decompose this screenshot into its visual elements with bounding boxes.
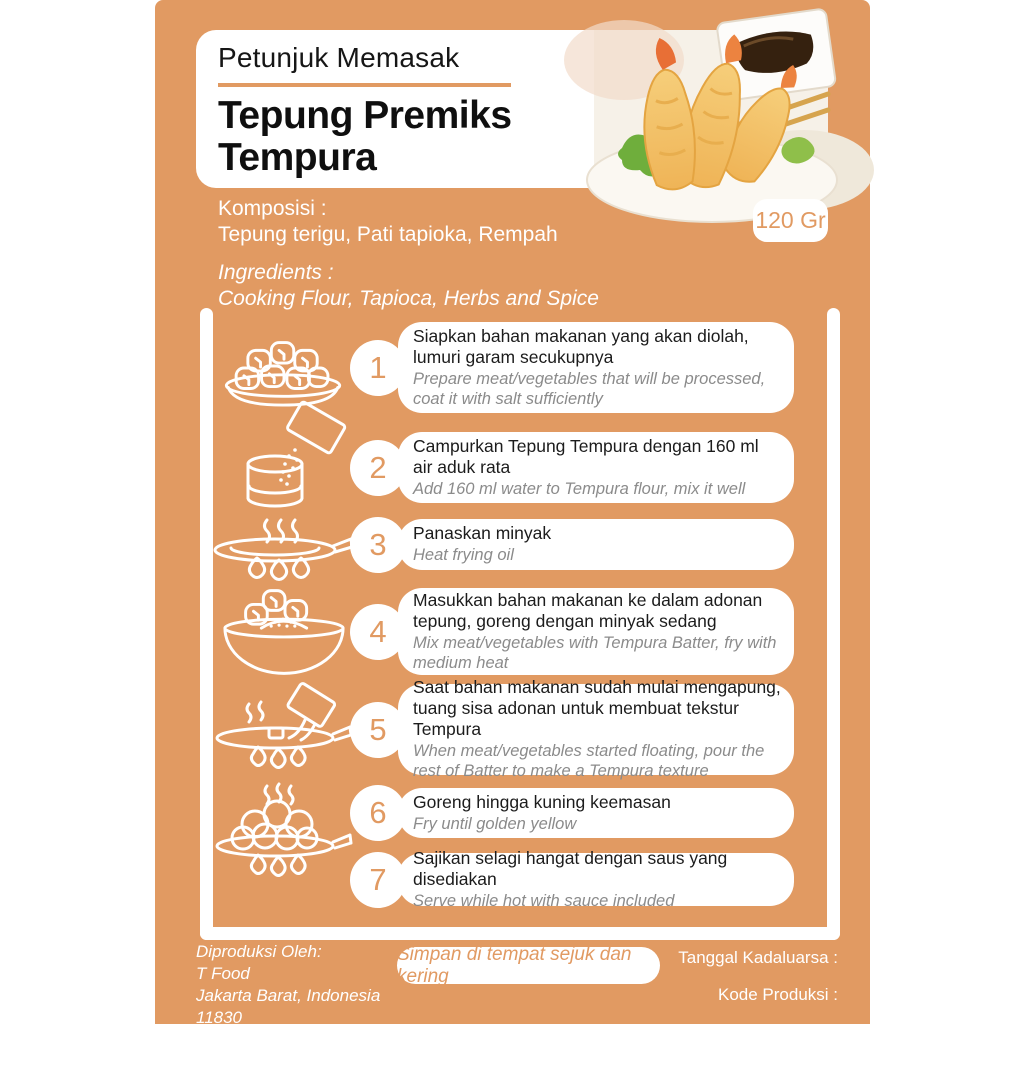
header-card <box>196 30 828 188</box>
producer-name: T Food <box>196 964 250 984</box>
expiry-date-label: Tanggal Kadaluarsa : <box>678 948 838 967</box>
step-1-box <box>369 322 794 413</box>
frame-right-bar <box>827 308 840 940</box>
heading-underline <box>218 83 511 87</box>
step-2-box <box>369 432 794 503</box>
composition-label-id: Komposisi : <box>218 197 327 220</box>
step-number-circle <box>350 440 406 496</box>
step-number-circle <box>350 604 406 660</box>
step-text-indonesian: Goreng hingga kuning keemasan <box>413 791 671 812</box>
step-number-circle <box>350 852 406 908</box>
step-text-indonesian: Sajikan selagi hangat dengan saus yang disediakan <box>413 847 728 889</box>
step-4-box <box>369 588 794 675</box>
step-5-box <box>369 677 794 780</box>
step-number: 7 <box>369 861 387 897</box>
produced-by-block <box>196 941 406 1074</box>
product-title: Tepung Premiks Tempura <box>218 94 512 179</box>
step-text-indonesian: Siapkan bahan makanan yang akan diolah, lumuri garam secukupnya <box>413 325 749 367</box>
produced-by-label: Diproduksi Oleh: <box>196 942 322 961</box>
weight-badge: 120 Gr <box>753 199 828 242</box>
step-number-circle <box>350 785 406 841</box>
step-number-circle <box>350 340 406 396</box>
step-text-english: Heat frying oil <box>413 546 514 565</box>
step-number-circle <box>350 702 406 758</box>
production-code-label: Kode Produksi : <box>717 985 838 1004</box>
pirt-number: PIRT No. 2063174016001-25 <box>196 1030 399 1072</box>
step-text-english: Serve while hot with sauce included <box>413 891 675 910</box>
frame-bottom-bar <box>200 927 840 940</box>
step-text-english: When meat/vegetables started floating, pour the rest of Batter to make a Tempura texture <box>413 742 765 780</box>
step-text-english: Prepare meat/vegetables that will be processed, coat it with salt sufficiently <box>413 369 766 408</box>
composition-block <box>218 196 599 312</box>
step-text-english: Add 160 ml water to Tempura flour, mix it well <box>413 479 746 498</box>
tempura-shrimp-photo <box>594 30 828 188</box>
step-number: 2 <box>369 449 387 485</box>
step-text-indonesian: Panaskan minyak <box>413 523 552 544</box>
composition-label-en: Ingredients : <box>218 260 334 284</box>
step-number: 1 <box>369 349 387 385</box>
step-number-circle <box>350 517 406 573</box>
frame-left-bar <box>200 308 213 940</box>
step-text-indonesian: Saat bahan makanan sudah mulai mengapung, tuang sisa adonan untuk membuat tekstur Tempura <box>413 677 781 740</box>
step-text-english: Fry until golden yellow <box>413 814 577 833</box>
cooking-instructions-heading: Petunjuk Memasak <box>218 42 460 73</box>
step-number: 5 <box>369 711 387 747</box>
step-text-indonesian: Masukkan bahan makanan ke dalam adonan tepung, goreng dengan minyak sedang <box>413 589 763 631</box>
step-number: 4 <box>369 613 387 649</box>
step-number: 6 <box>369 795 387 830</box>
step-7-box <box>369 847 794 910</box>
step-text-indonesian: Campurkan Tepung Tempura dengan 160 ml air aduk rata <box>413 435 759 477</box>
composition-value-id: Tepung terigu, Pati tapioka, Rempah <box>218 223 558 247</box>
step-number: 3 <box>369 526 387 562</box>
producer-address: Jakarta Barat, Indonesia 11830 <box>196 986 381 1028</box>
step-text-english: Mix meat/vegetables with Tempura Batter, fry with medium heat <box>413 633 777 672</box>
storage-note-pill: Simpan di tempat sejuk dan kering <box>397 947 660 984</box>
header-text <box>218 42 598 178</box>
composition-value-en: Cooking Flour, Tapioca, Herbs and Spice <box>218 286 599 310</box>
step-6-box <box>369 788 794 838</box>
step-3-box <box>369 519 794 570</box>
